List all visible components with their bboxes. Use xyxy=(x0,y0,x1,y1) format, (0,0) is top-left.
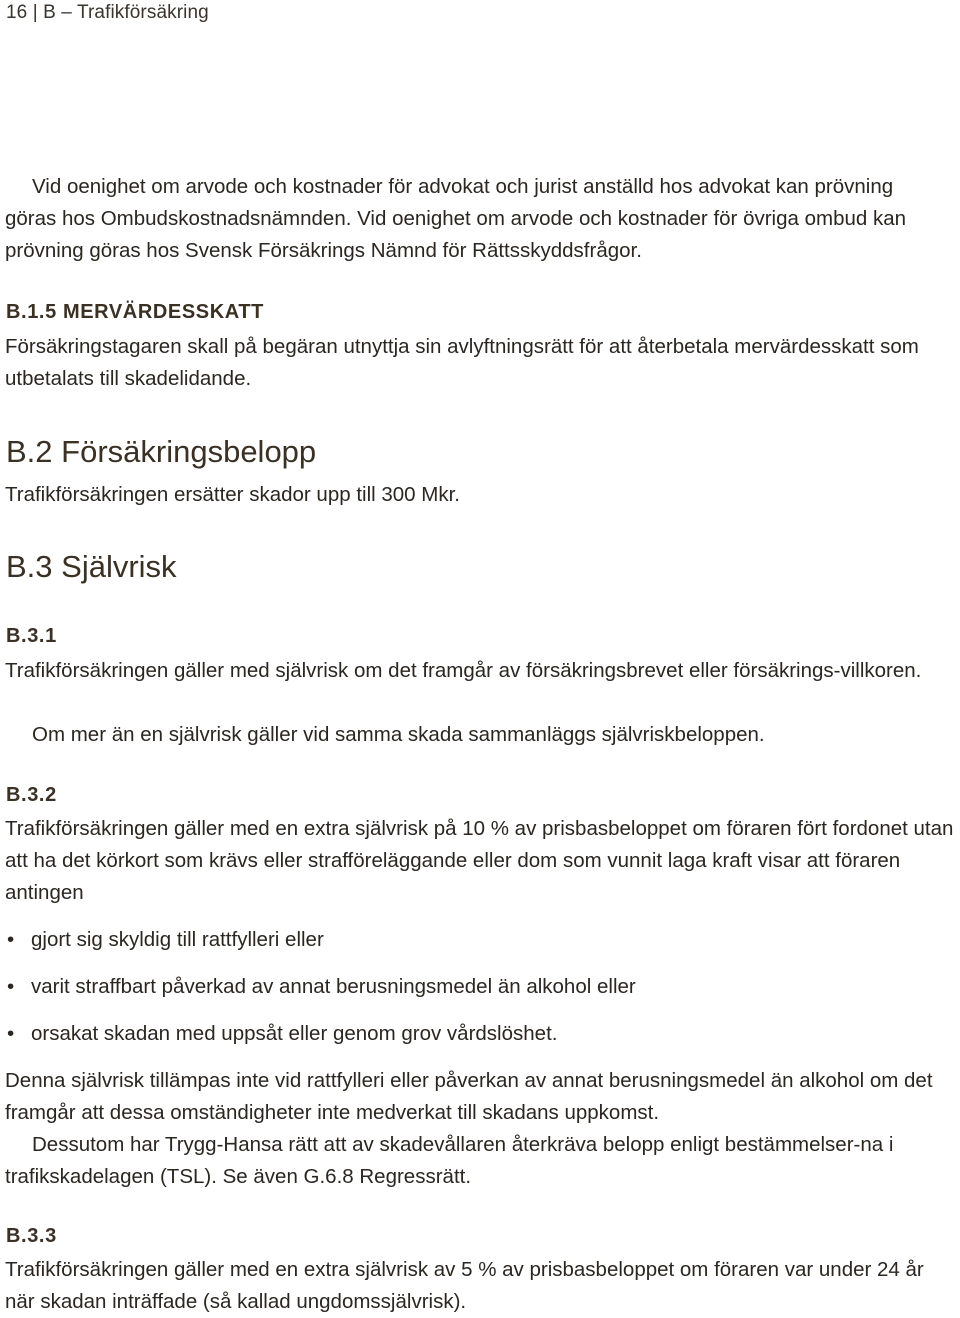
b32-paragraph-c: Dessutom har Trygg-Hansa rätt att av skadevållaren återkräva belopp enligt bestämmelser-na i trafikskadelagen (TSL). Se även G.6.8 Regressrätt. xyxy=(5,1133,894,1188)
belopp-paragraph: Trafikförsäkringen ersätter skador upp till 300 Mkr. xyxy=(5,483,460,506)
mervardesskatt-paragraph: Försäkringstagaren skall på begäran utnyttja sin avlyftningsrätt för att återbetala mervärdesskatt som utbetalats till skadelidande. xyxy=(5,335,919,390)
heading-b15: B.1.5 MERVÄRDESSKATT xyxy=(6,301,264,323)
bullet-icon: • xyxy=(7,1022,15,1045)
b33-paragraph: Trafikförsäkringen gäller med en extra självrisk av 5 % av prisbasbeloppet om föraren var under 24 år när skadan inträffade (så kallad ungdomssjälvrisk). xyxy=(5,1258,924,1313)
intro-paragraph: Vid oenighet om arvode och kostnader för advokat och jurist anställd hos advokat kan prövning göras hos Ombudskostnadsnämnden. Vid oenighet om arvode och kostnader för övriga ombud kan prövning göras hos Svensk Försäkrings Nämnd för Rättsskyddsfrågor. xyxy=(5,175,907,262)
bullet-icon: • xyxy=(7,975,15,998)
heading-b3: B.3 Självrisk xyxy=(6,549,177,584)
bullet-icon: • xyxy=(7,928,15,951)
b31-paragraph-b: Om mer än en självrisk gäller vid samma skada sammanläggs självriskbeloppen. xyxy=(32,723,765,746)
b31-paragraph-a: Trafikförsäkringen gäller med självrisk om det framgår av försäkringsbrevet eller försäkrings-villkoren. xyxy=(5,659,922,682)
heading-b31: B.3.1 xyxy=(6,625,57,647)
list-item: • orsakat skadan med uppsåt eller genom grov vårdslöshet. xyxy=(5,1018,945,1050)
heading-b2: B.2 Försäkringsbelopp xyxy=(6,434,317,469)
b32-paragraph-a: Trafikförsäkringen gäller med en extra självrisk på 10 % av prisbasbeloppet om föraren fört fordonet utan att ha det körkort som krävs eller strafföreläggande eller dom som vunnit laga kraft visar att föraren antingen xyxy=(5,817,954,904)
list-item: • varit straffbart påverkad av annat berusningsmedel än alkohol eller xyxy=(5,971,945,1003)
list-item: • gjort sig skyldig till rattfylleri eller xyxy=(5,924,945,956)
b32-paragraph-b: Denna självrisk tillämpas inte vid rattfylleri eller påverkan av annat berusningsmedel än alkohol om det framgår att dessa omständigheter inte medverkat till skadans uppkomst. xyxy=(5,1069,933,1124)
running-head: 16 | B – Trafikförsäkring xyxy=(6,2,209,23)
heading-b33: B.3.3 xyxy=(6,1225,57,1247)
heading-b32: B.3.2 xyxy=(6,784,57,806)
bullet-list xyxy=(5,924,945,1065)
